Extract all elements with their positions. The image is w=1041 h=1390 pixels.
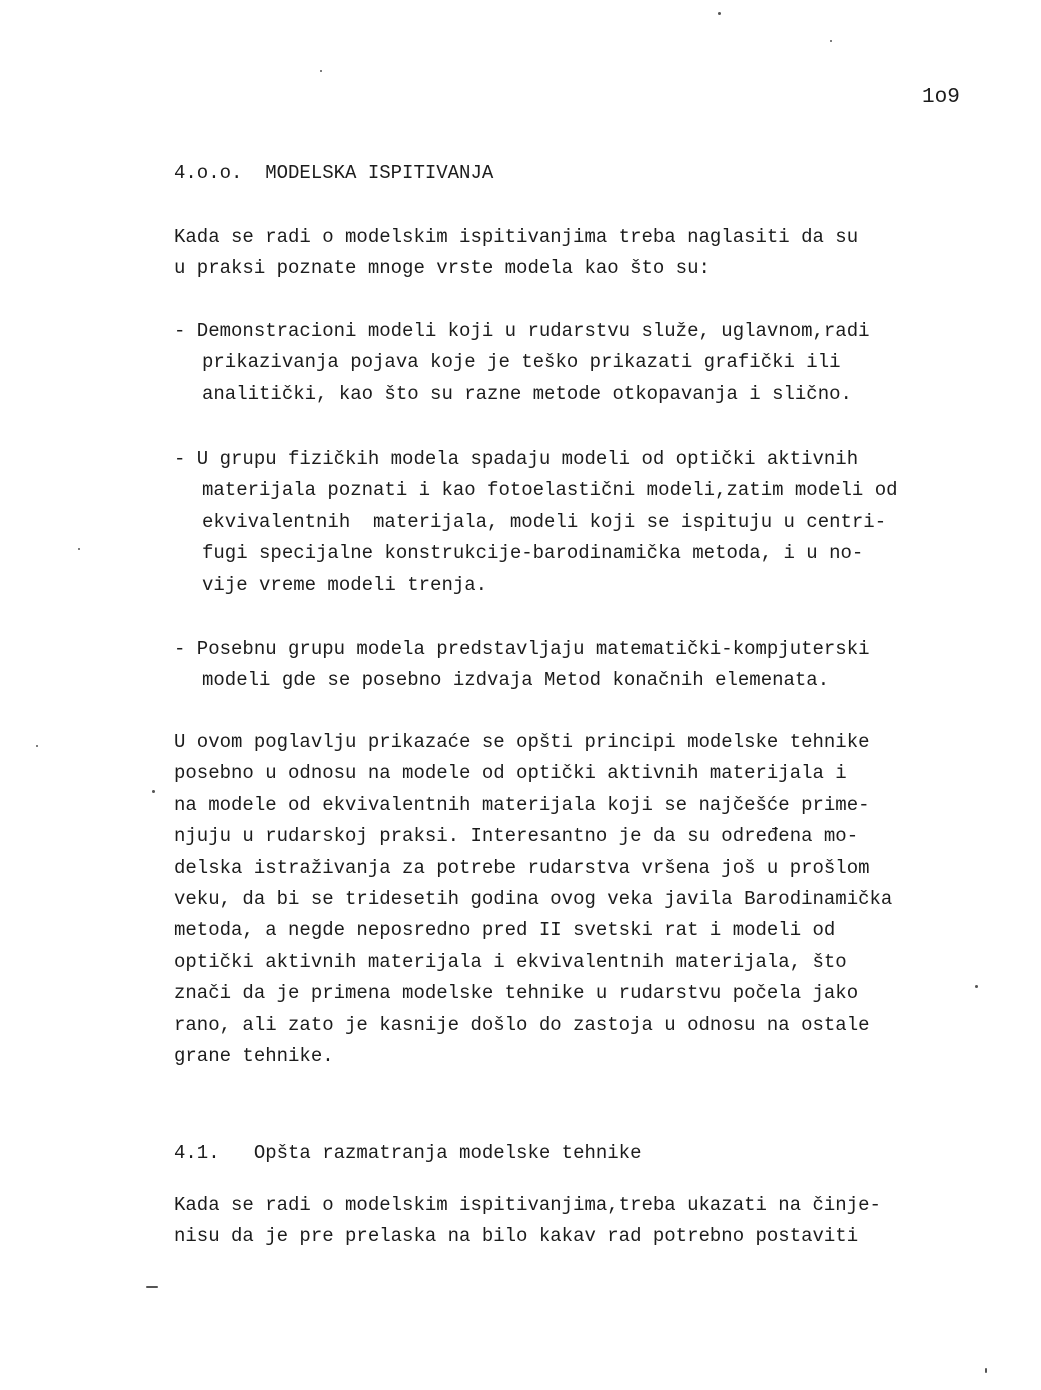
paragraph-line: delska istraživanja za potrebe rudarstva vršena još u prošlom xyxy=(174,856,870,879)
bullet-line: - U grupu fizičkih modela spadaju modeli od optički aktivnih xyxy=(174,448,859,470)
main-paragraph xyxy=(174,727,994,1072)
intro-line: u praksi poznate mnoge vrste modela kao što su: xyxy=(174,257,710,280)
scan-speck xyxy=(320,70,322,72)
scan-speck xyxy=(718,12,721,15)
scan-speck xyxy=(78,548,80,550)
subsection-heading: 4.1. Opšta razmatranja modelske tehnike xyxy=(174,1142,642,1164)
scan-speck xyxy=(36,745,38,747)
scan-speck xyxy=(975,985,978,988)
bullet-line: prikazivanja pojava koje je teško prikazati grafički ili xyxy=(202,351,841,374)
bullet-computer-models xyxy=(174,634,994,697)
bullet-line: materijala poznati i kao fotoelastični modeli,zatim modeli od xyxy=(202,479,898,502)
page-number: 1o9 xyxy=(922,86,960,109)
paragraph-line: veku, da bi se tridesetih godina ovog veka javila Barodinamička xyxy=(174,887,893,910)
bullet-line: modeli gde se posebno izdvaja Metod konačnih elemenata. xyxy=(202,669,830,692)
paragraph-line: na modele od ekvivalentnih materijala koji se najčešće prime- xyxy=(174,793,870,816)
scan-speck xyxy=(830,40,832,42)
paragraph-line: U ovom poglavlju prikazaće se opšti principi modelske tehnike xyxy=(174,731,870,753)
paragraph-line: posebno u odnosu na modele od optički aktivnih materijala i xyxy=(174,762,847,785)
intro-paragraph xyxy=(174,222,994,285)
paragraph-line: rano, ali zato je kasnije došlo do zastoja u odnosu na ostale xyxy=(174,1013,870,1036)
scan-speck xyxy=(152,790,155,793)
bullet-line: fugi specijalne konstrukcije-barodinamička metoda, i u no- xyxy=(202,542,864,565)
scan-speck xyxy=(146,1286,158,1288)
bullet-physical-models xyxy=(174,444,994,601)
closing-line: Kada se radi o modelskim ispitivanjima,treba ukazati na činje- xyxy=(174,1194,881,1216)
section-heading-block xyxy=(174,158,994,189)
bullet-line: - Demonstracioni modeli koji u rudarstvu služe, uglavnom,radi xyxy=(174,320,870,342)
bullet-line: analitički, kao što su razne metode otkopavanja i slično. xyxy=(202,382,852,405)
bullet-line: - Posebnu grupu modela predstavljaju matematički-kompjuterski xyxy=(174,638,870,660)
section-heading: 4.o.o. MODELSKA ISPITIVANJA xyxy=(174,162,494,184)
scan-speck xyxy=(985,1368,987,1373)
bullet-line: ekvivalentnih materijala, modeli koji se ispituju u centri- xyxy=(202,510,887,533)
paragraph-line: metoda, a negde neposredno pred II svetski rat i modeli od xyxy=(174,919,836,942)
paragraph-line: njuju u rudarskoj praksi. Interesantno je da su određena mo- xyxy=(174,825,859,848)
paragraph-line: optički aktivnih materijala i ekvivalentnih materijala, što xyxy=(174,950,847,973)
closing-line: nisu da je pre prelaska na bilo kakav rad potrebno postaviti xyxy=(174,1225,859,1248)
bullet-line: vije vreme modeli trenja. xyxy=(202,573,488,596)
paragraph-line: znači da je primena modelske tehnike u rudarstvu počela jako xyxy=(174,982,859,1005)
paragraph-line: grane tehnike. xyxy=(174,1044,334,1067)
closing-paragraph xyxy=(174,1190,994,1253)
subsection-heading-block xyxy=(174,1138,994,1169)
bullet-demonstration-models xyxy=(174,316,994,410)
intro-line: Kada se radi o modelskim ispitivanjima treba naglasiti da su xyxy=(174,226,859,248)
